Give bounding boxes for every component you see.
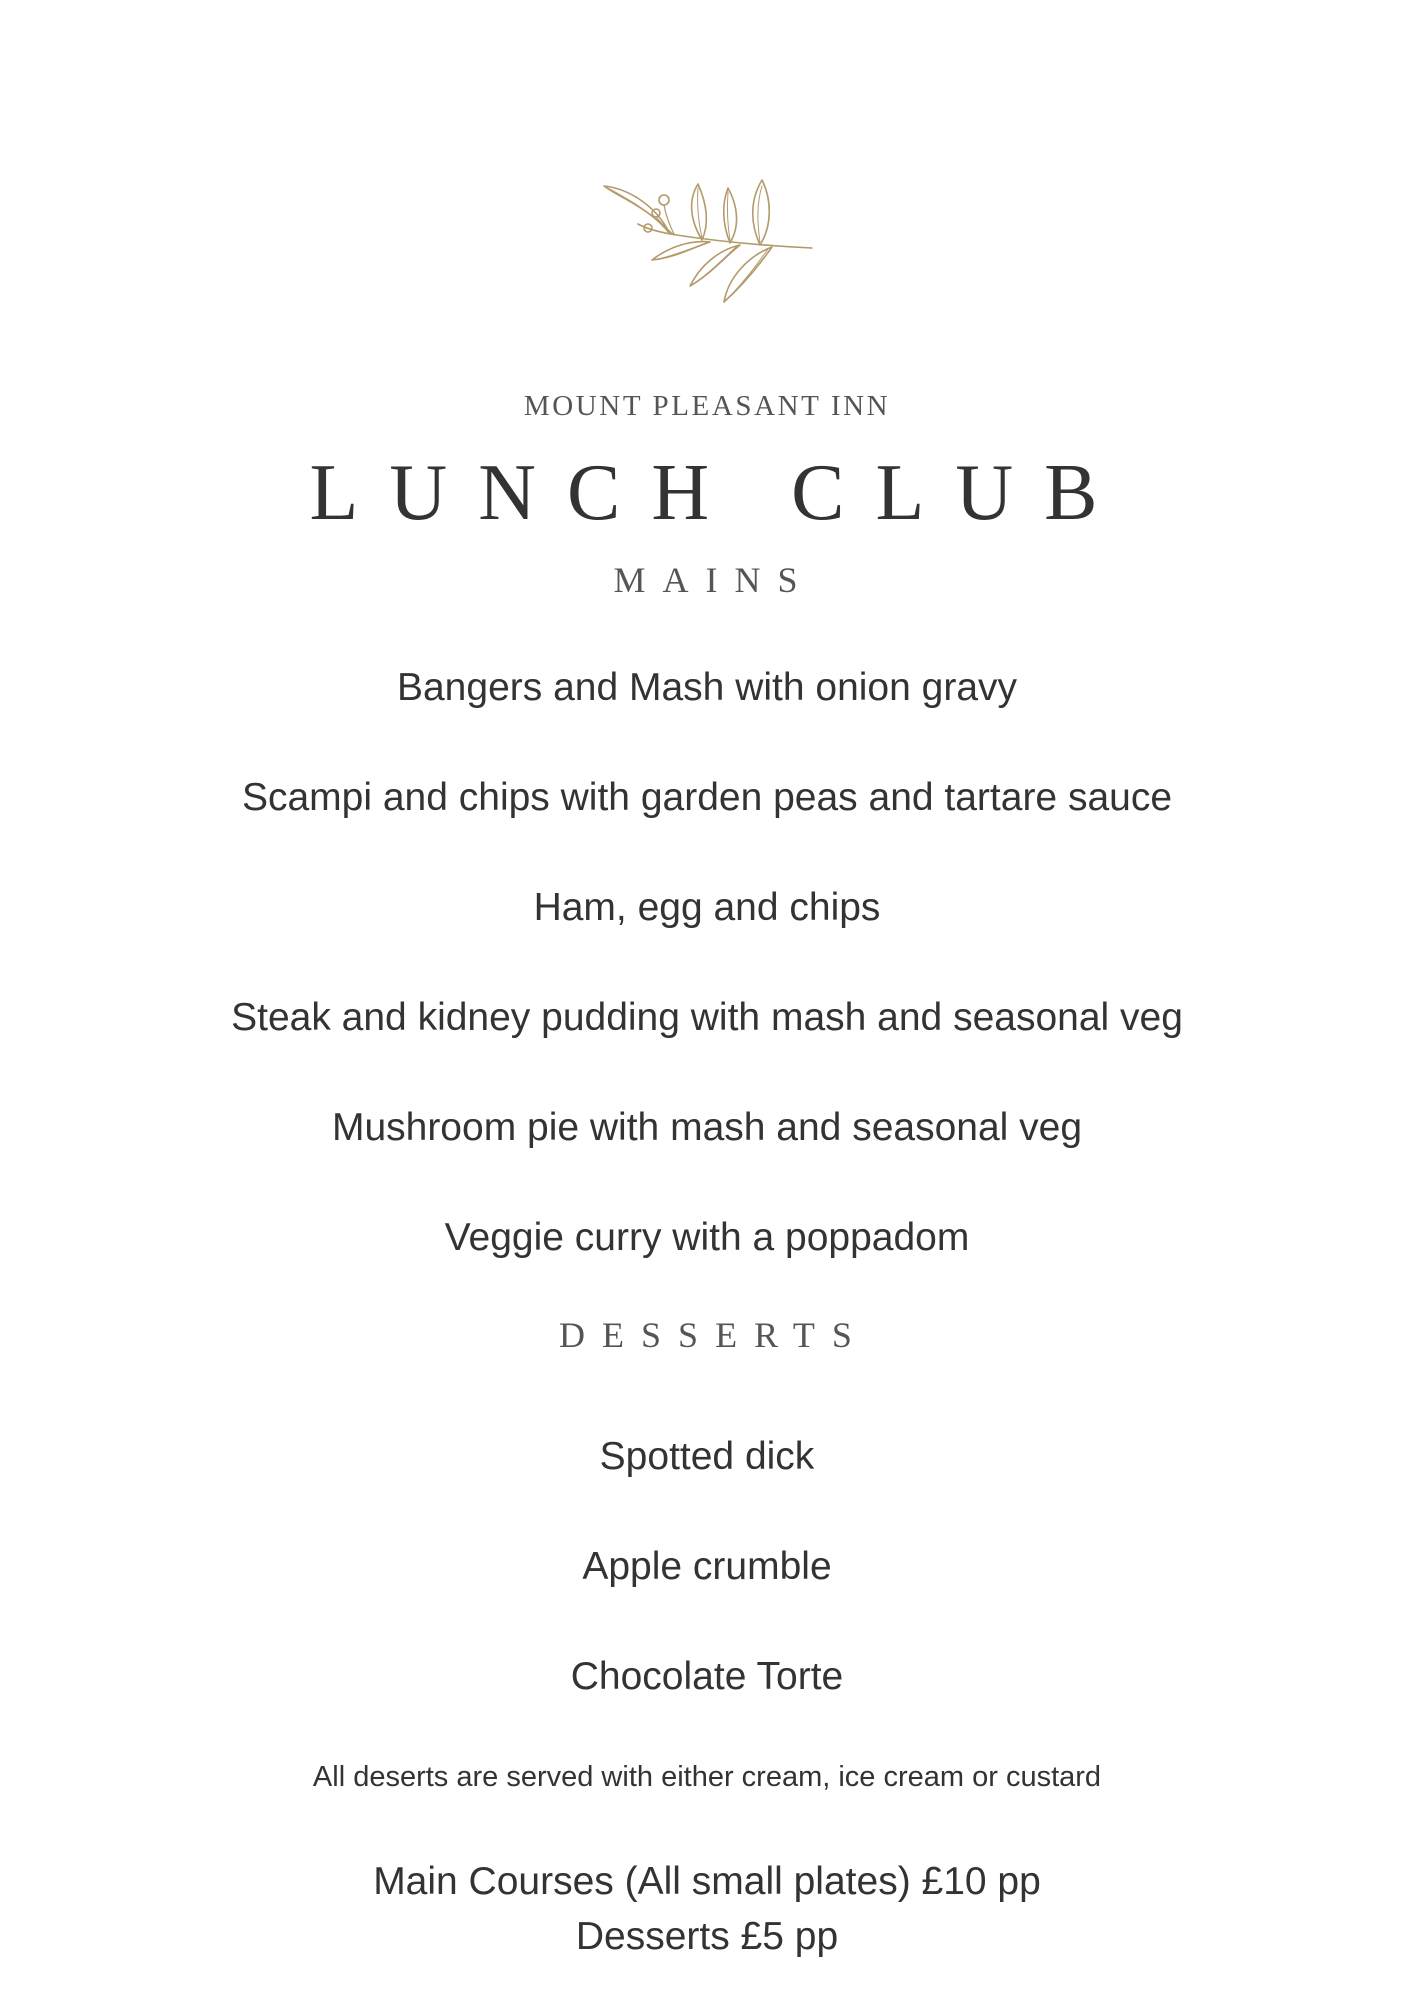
desserts-price: Desserts £5 pp (575, 1915, 839, 1958)
mains-heading: MAINS (613, 560, 815, 600)
mains-item: Bangers and Mash with onion gravy (396, 666, 1018, 709)
dessert-item: Spotted dick (599, 1435, 815, 1478)
dessert-item: Chocolate Torte (570, 1655, 844, 1698)
inn-name: MOUNT PLEASANT INN (523, 390, 891, 422)
olive-branch-icon (600, 178, 820, 306)
mains-item: Mushroom pie with mash and seasonal veg (331, 1106, 1083, 1149)
mains-item: Ham, egg and chips (533, 886, 881, 929)
dessert-item: Apple crumble (582, 1545, 832, 1588)
desserts-heading: DESSERTS (559, 1315, 869, 1355)
mains-item: Veggie curry with a poppadom (444, 1216, 970, 1259)
mains-item: Scampi and chips with garden peas and tartare sauce (241, 776, 1173, 819)
mains-price: Main Courses (All small plates) £10 pp (373, 1860, 1041, 1903)
page-title: LUNCH CLUB (309, 449, 1129, 537)
desserts-note: All deserts are served with either cream, ice cream or custard (312, 1761, 1102, 1793)
mains-item: Steak and kidney pudding with mash and seasonal veg (231, 996, 1183, 1039)
